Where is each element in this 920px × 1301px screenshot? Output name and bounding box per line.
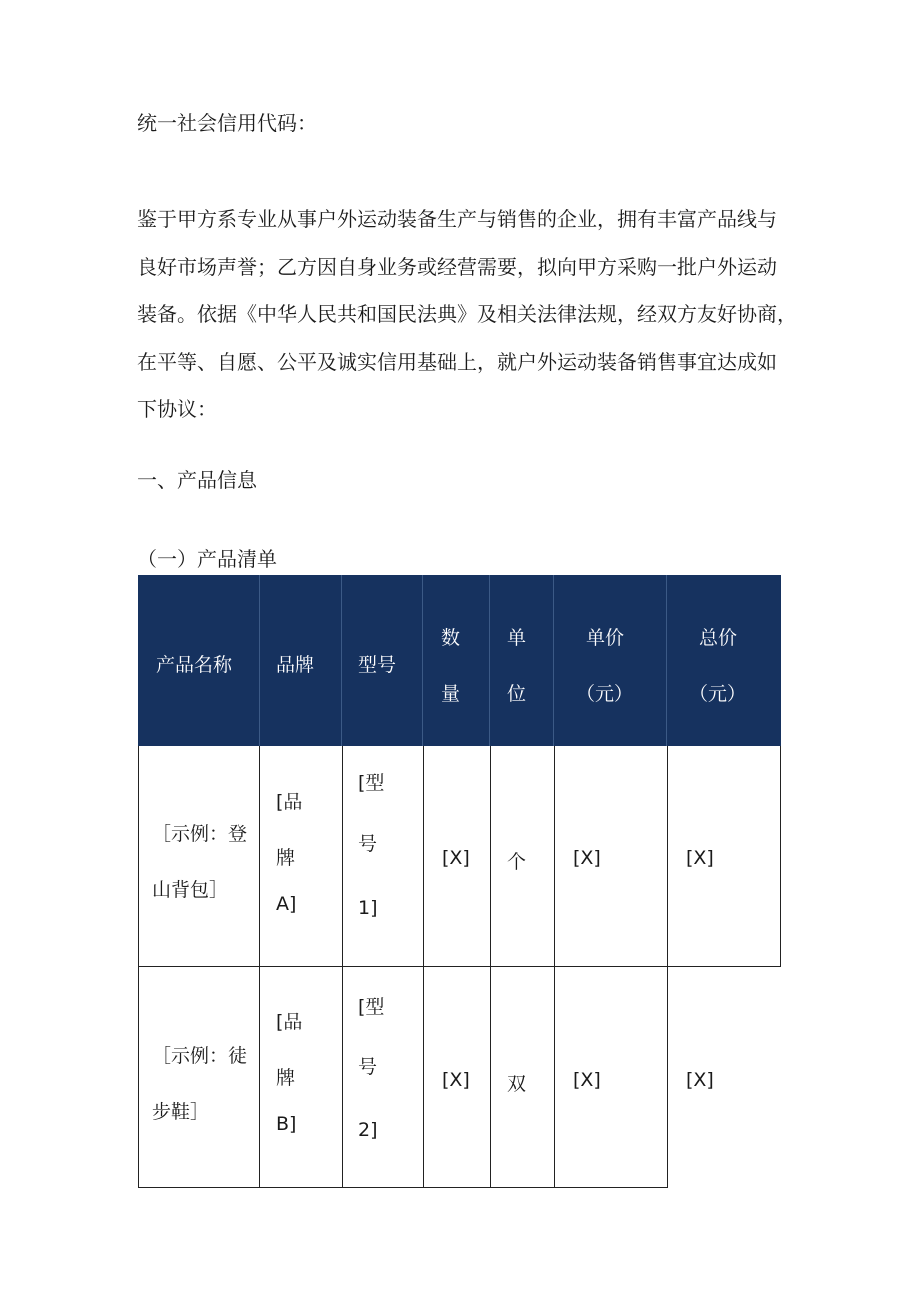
cell-total-price: [X]: [686, 1069, 714, 1091]
cell-brand: [品: [276, 1011, 303, 1033]
column-divider: [342, 746, 343, 1188]
preamble-line: 下协议：: [137, 397, 217, 421]
header-label: 型号: [358, 654, 397, 676]
cell-model: 1]: [358, 897, 378, 919]
credit-code-label: 统一社会信用代码：: [137, 111, 317, 135]
cell-model: 号: [358, 833, 378, 855]
cell-total-price: [X]: [686, 847, 714, 869]
cell-model: [型: [358, 772, 385, 794]
header-label: （元）: [689, 683, 747, 705]
row-divider: [138, 966, 781, 967]
preamble-line: 在平等、自愿、公平及诚实信用基础上，就户外运动装备销售事宜达成如: [137, 349, 777, 374]
cell-product-name: ［示例：徒: [152, 1045, 248, 1067]
cell-brand: B]: [276, 1113, 297, 1135]
cell-brand: 牌: [276, 847, 296, 869]
header-label: 单价: [586, 627, 625, 649]
header-label: 品牌: [276, 654, 315, 676]
cell-model: 2]: [358, 1119, 378, 1141]
header-label: 单: [507, 627, 527, 649]
header-product-name: [138, 575, 260, 746]
cell-product-name: 山背包］: [152, 879, 229, 901]
cell-brand: 牌: [276, 1067, 296, 1089]
preamble-line: 鉴于甲方系专业从事户外运动装备生产与销售的企业，拥有丰富产品线与: [137, 207, 777, 231]
table-bottom-border: [138, 1187, 668, 1188]
header-brand: [260, 575, 342, 746]
header-label: 量: [441, 683, 461, 705]
cell-product-name: 步鞋］: [152, 1101, 210, 1123]
cell-quantity: [X]: [442, 1069, 470, 1091]
header-label: 总价: [699, 627, 738, 649]
cell-unit-price: [X]: [573, 847, 601, 869]
column-divider: [423, 746, 424, 1188]
column-divider: [780, 746, 781, 967]
cell-quantity: [X]: [442, 847, 470, 869]
preamble-line: 良好市场声誉；乙方因自身业务或经营需要，拟向甲方采购一批户外运动: [137, 254, 777, 279]
cell-unit-price: [X]: [573, 1069, 601, 1091]
column-divider: [490, 746, 491, 1188]
cell-unit: 个: [507, 851, 527, 873]
header-label: 数: [441, 627, 461, 649]
cell-unit: 双: [507, 1073, 527, 1095]
header-label: 位: [507, 683, 527, 705]
section-title: 一、产品信息: [137, 468, 257, 492]
column-divider: [259, 746, 260, 1188]
header-quantity: [423, 575, 490, 746]
cell-model: [型: [358, 996, 385, 1018]
column-divider: [667, 746, 668, 1188]
header-label: （元）: [576, 683, 634, 705]
cell-model: 号: [358, 1056, 378, 1078]
subsection-title: （一）产品清单: [137, 547, 277, 571]
header-total-price: [667, 575, 781, 746]
cell-brand: A]: [276, 893, 297, 915]
column-divider: [554, 746, 555, 1188]
header-unit: [490, 575, 554, 746]
column-divider: [138, 746, 139, 1188]
preamble: [137, 196, 797, 434]
cell-brand: [品: [276, 791, 303, 813]
cell-product-name: ［示例：登: [152, 823, 248, 845]
preamble-line: 装备。依据《中华人民共和国民法典》及相关法律法规，经双方友好协商，: [137, 302, 797, 326]
header-model: [342, 575, 423, 746]
header-unit-price: [554, 575, 667, 746]
header-label: 产品名称: [156, 654, 233, 676]
